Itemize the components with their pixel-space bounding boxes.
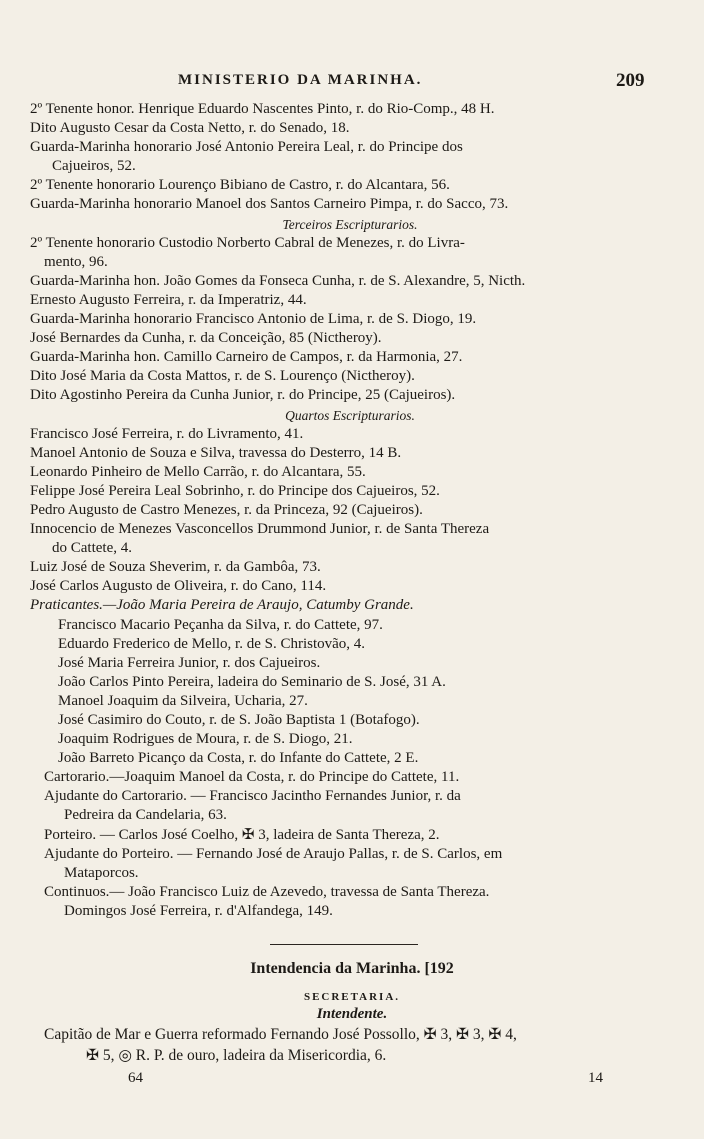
list-item-continuation: mento, 96.	[44, 253, 108, 270]
footer-left: 64	[128, 1070, 143, 1086]
list-item: Guarda-Marinha hon. João Gomes da Fonseca Cunha, r. de S. Alexandre, 5, Nicth.	[30, 272, 526, 289]
list-item: Capitão de Mar e Guerra reformado Fernando José Possollo, ✠ 3, ✠ 3, ✠ 4,	[44, 1026, 517, 1043]
subsection-heading: Quartos Escripturarios.	[285, 407, 415, 423]
list-item: Porteiro. — Carlos José Coelho, ✠ 3, ladeira de Santa Thereza, 2.	[44, 826, 440, 843]
list-item-continuation: ✠ 5, ◎ R. P. de ouro, ladeira da Misericordia, 6.	[86, 1047, 387, 1064]
list-item: Dito Augusto Cesar da Costa Netto, r. do Senado, 18.	[30, 120, 350, 137]
list-item: José Carlos Augusto de Oliveira, r. do Cano, 114.	[30, 578, 327, 595]
subsection-heading: SECRETARIA.	[303, 991, 401, 1003]
list-item-continuation: Cajueiros, 52.	[52, 158, 136, 175]
list-item: Guarda-Marinha honorario Francisco Antonio de Lima, r. de S. Diogo, 19.	[30, 311, 477, 328]
list-item: José Bernardes da Cunha, r. da Conceição, 85 (Nictheroy).	[30, 330, 382, 347]
list-item: Eduardo Frederico de Mello, r. de S. Christovão, 4.	[58, 635, 366, 652]
list-item: Cartorario.—Joaquim Manoel da Costa, r. do Principe do Cattete, 11.	[44, 769, 460, 786]
list-item: 2º Tenente honorario Lourenço Bibiano de Castro, r. do Alcantara, 56.	[30, 177, 450, 194]
list-item: José Maria Ferreira Junior, r. dos Cajueiros.	[58, 654, 321, 671]
list-item-continuation: Pedreira da Candelaria, 63.	[64, 807, 227, 824]
list-item: Joaquim Rodrigues de Moura, r. de S. Diogo, 21.	[58, 731, 353, 748]
list-item: Guarda-Marinha hon. Camillo Carneiro de Campos, r. da Harmonia, 27.	[30, 349, 463, 366]
list-item: 2º Tenente honor. Henrique Eduardo Nascentes Pinto, r. do Rio-Comp., 48 H.	[30, 101, 495, 117]
running-header: MINISTERIO DA MARINHA.	[178, 72, 423, 88]
list-item: Luiz José de Souza Sheverim, r. da Gambôa, 73.	[30, 559, 321, 576]
list-item: Felippe José Pereira Leal Sobrinho, r. do Principe dos Cajueiros, 52.	[30, 482, 440, 499]
list-item: Guarda-Marinha honorario Manoel dos Santos Carneiro Pimpa, r. do Sacco, 73.	[30, 196, 509, 213]
list-item-continuation: Domingos José Ferreira, r. d'Alfandega, 149.	[64, 902, 333, 919]
list-item: Leonardo Pinheiro de Mello Carrão, r. do Alcantara, 55.	[30, 463, 366, 480]
list-item: Dito Agostinho Pereira da Cunha Junior, r. do Principe, 25 (Cajueiros).	[30, 387, 456, 404]
list-item: Praticantes.—João Maria Pereira de Araujo, Catumby Grande.	[30, 597, 414, 614]
list-item: João Barreto Picanço da Costa, r. do Infante do Cattete, 2 E.	[58, 750, 419, 767]
list-item-continuation: Mataporcos.	[64, 864, 139, 881]
list-item: Continuos.— João Francisco Luiz de Azevedo, travessa de Santa Thereza.	[44, 883, 490, 900]
list-item: Ajudante do Cartorario. — Francisco Jacintho Fernandes Junior, r. da	[44, 788, 461, 805]
list-item: Guarda-Marinha honorario José Antonio Pereira Leal, r. do Principe dos	[30, 139, 463, 156]
list-item: Manoel Antonio de Souza e Silva, travessa do Desterro, 14 B.	[30, 444, 402, 461]
list-item: Francisco Macario Peçanha da Silva, r. do Cattete, 97.	[58, 616, 383, 633]
subsection-heading: Intendente.	[316, 1006, 388, 1022]
list-item: Dito José Maria da Costa Mattos, r. de S. Lourenço (Nictheroy).	[30, 368, 415, 385]
list-item: João Carlos Pinto Pereira, ladeira do Seminario de S. José, 31 A.	[58, 673, 446, 690]
section-divider	[270, 944, 418, 945]
section-title: Intendencia da Marinha. [192	[250, 960, 454, 977]
list-item: Innocencio de Menezes Vasconcellos Drummond Junior, r. de Santa Thereza	[30, 521, 490, 538]
entries-list	[30, 100, 670, 921]
list-item-continuation: do Cattete, 4.	[52, 540, 132, 557]
list-item: Pedro Augusto de Castro Menezes, r. da Princeza, 92 (Cajueiros).	[30, 501, 423, 518]
list-item: Ernesto Augusto Ferreira, r. da Imperatriz, 44.	[30, 291, 307, 308]
page-number: 209	[616, 70, 645, 91]
list-item: José Casimiro do Couto, r. de S. João Baptista 1 (Botafogo).	[58, 712, 420, 728]
list-item: Ajudante do Porteiro. — Fernando José de Araujo Pallas, r. de S. Carlos, em	[44, 845, 503, 862]
list-item: 2º Tenente honorario Custodio Norberto Cabral de Menezes, r. do Livra-	[30, 234, 465, 251]
subsection-heading: Terceiros Escripturarios.	[282, 216, 418, 232]
list-item: Manoel Joaquim da Silveira, Ucharia, 27.	[58, 692, 308, 709]
footer-right: 14	[588, 1070, 603, 1086]
list-item: Francisco José Ferreira, r. do Livramento, 41.	[30, 425, 304, 442]
